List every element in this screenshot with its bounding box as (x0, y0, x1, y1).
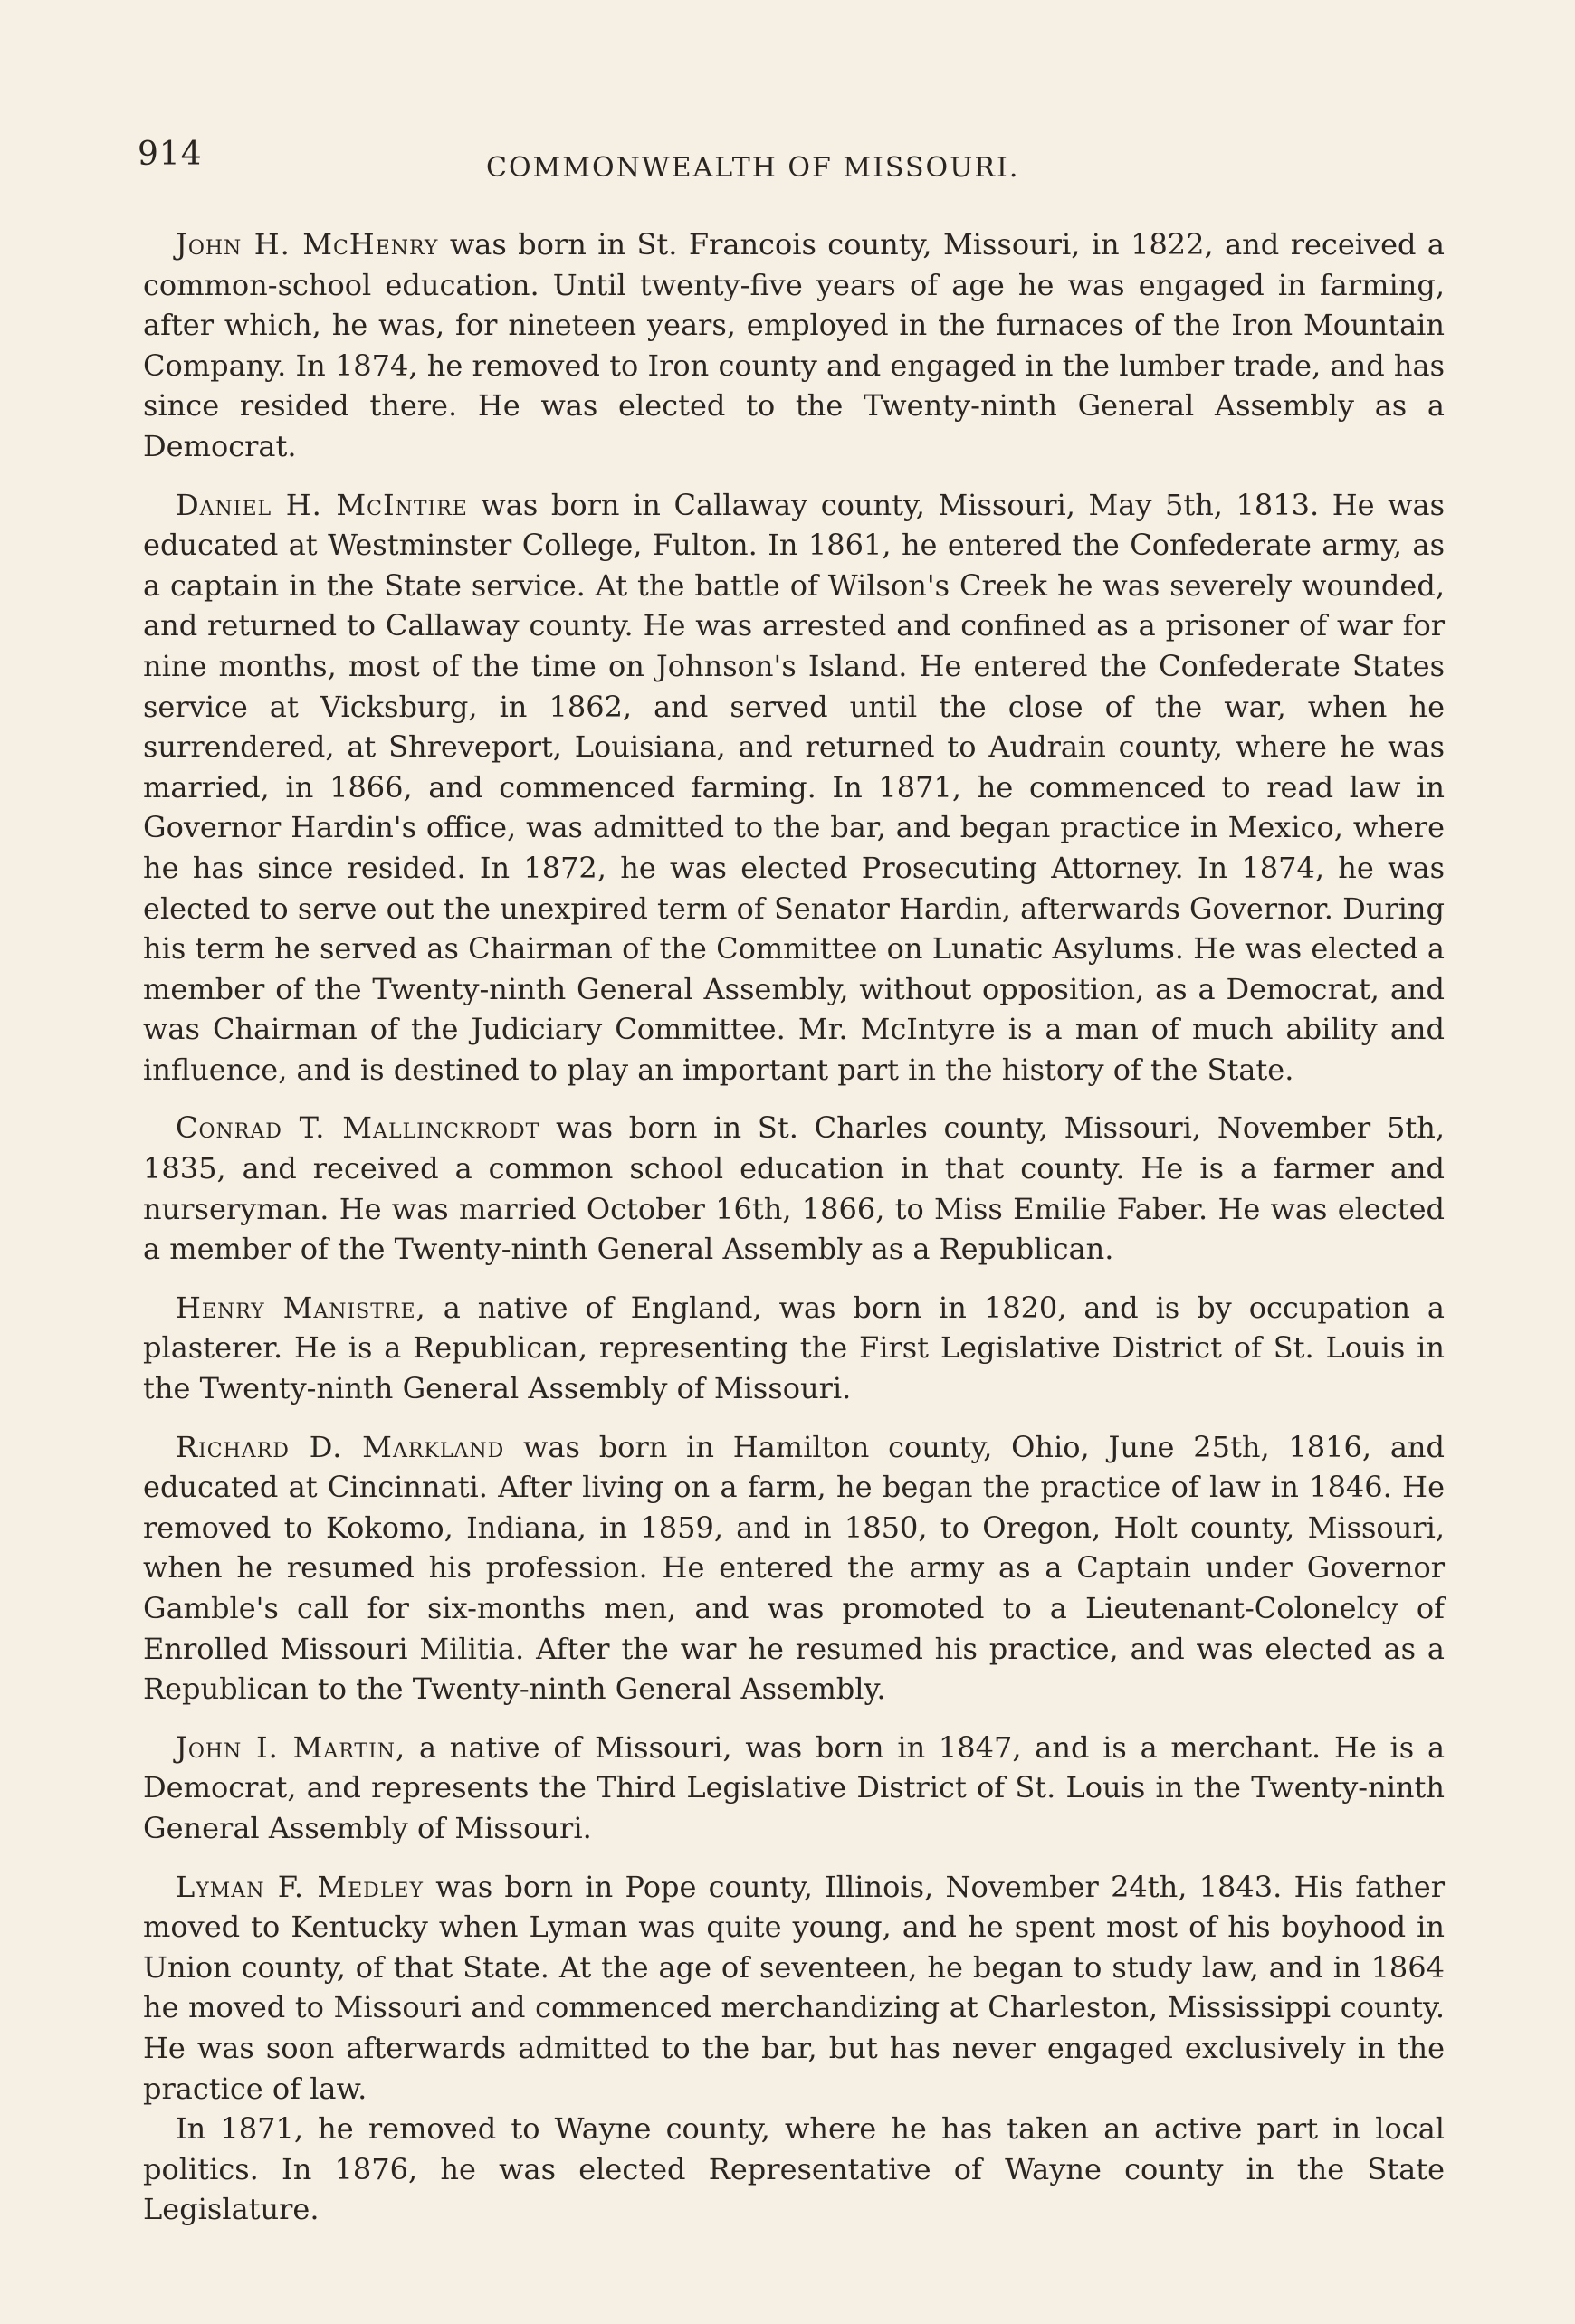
page-number: 914 (138, 136, 203, 173)
biography-text: a native of England, was born in 1820, and is by occupation a plasterer. He is a Republican, representing the First Legislative District of St. Louis in the Twenty-ninth General Assembly of Missouri. (143, 1290, 1446, 1406)
biography-name: Henry Manistre, (176, 1290, 426, 1325)
biography-name: John H. McHenry (176, 227, 439, 262)
biography-text: was born in St. Charles county, Missouri, November 5th, 1835, and received a common school education in that county. He is a farmer and nurseryman. He was married October 16th, 1866, to Miss Emilie Faber. He was elected a member of the Twenty-ninth General Assembly as a Republican. (143, 1110, 1446, 1267)
biography-paragraph (143, 1427, 1445, 1710)
biography-paragraph (143, 1867, 1445, 2110)
biography-paragraph (143, 1288, 1445, 1409)
biography-text: was born in Pope county, Illinois, November 24th, 1843. His father moved to Kentucky when Lyman was quite young, and he spent most of his boyhood in Union county, of that State. At the age of seventeen, he began to study law, and in 1864 he moved to Missouri and commenced merchandizing at Charleston, Mississippi county. He was soon afterwards admitted to the bar, but has never engaged exclusively in the practice of law. (143, 1869, 1446, 2106)
biography-text: was born in Callaway county, Missouri, May 5th, 1813. He was educated at Westminster College, Fulton. In 1861, he entered the Confederate army, as a captain in the State service. At the battle of Wilson's Creek he was severely wounded, and returned to Callaway county. He was arrested and confined as a prisoner of war for nine months, most of the time on Johnson's Island. He entered the Confederate States service at Vicksburg, in 1862, and served until the close of the war, when he surrendered, at Shreveport, Louisiana, and returned to Audrain county, where he was married, in 1866, and commenced farming. In 1871, he commenced to read law in Governor Hardin's office, was admitted to the bar, and began practice in Mexico, where he has since resided. In 1872, he was elected Prosecuting Attorney. In 1874, he was elected to serve out the unexpired term of Senator Hardin, afterwards Governor. During his term he served as Chairman of the Committee on Lunatic Asylums. He was elected a member of the Twenty-ninth General Assembly, without opposition, as a Democrat, and was Chairman of the Judiciary Committee. Mr. McIntyre is a man of much ability and influence, and is destined to play an important part in the history of the State. (143, 487, 1446, 1087)
continuation-paragraph: In 1871, he removed to Wayne county, where he has taken an active part in local politics. In 1876, he was elected Representative of Wayne county in the State Legislature. (143, 2111, 1445, 2227)
biography-text: a native of Missouri, was born in 1847, and is a merchant. He is a Democrat, and represents the Third Legislative District of St. Louis in the Twenty-ninth General Assembly of Missouri. (143, 1729, 1446, 1845)
biography-paragraph (143, 1108, 1445, 1269)
biography-name: Richard D. Markland (176, 1429, 505, 1464)
biography-text: was born in St. Francois county, Missouri, in 1822, and received a common-school education. Until twenty-five years of age he was engaged in farming, after which, he was, for nineteen years, employed in the furnaces of the Iron Mountain Company. In 1874, he removed to Iron county and engaged in the lumber trade, and has since resided there. He was elected to the Twenty-ninth General Assembly as a Democrat. (143, 227, 1446, 463)
biography-name: Conrad T. Mallinckrodt (176, 1110, 540, 1146)
running-title: COMMONWEALTH OF MISSOURI. (486, 152, 1020, 184)
biography-paragraph (143, 224, 1445, 467)
biography-paragraph (143, 485, 1445, 1091)
biography-name: Lyman F. Medley (176, 1869, 425, 1904)
page-header (138, 136, 1432, 190)
biography-name: Daniel H. McIntire (176, 487, 468, 522)
page-body (143, 224, 1445, 2230)
biography-name: John I. Martin, (176, 1729, 406, 1765)
biography-text: was born in Hamilton county, Ohio, June 25th, 1816, and educated at Cincinnati. After living on a farm, he began the practice of law in 1846. He removed to Kokomo, Indiana, in 1859, and in 1850, to Oregon, Holt county, Missouri, when he resumed his profession. He entered the army as a Captain under Governor Gamble's call for six-months men, and was promoted to a Lieutenant-Colonelcy of Enrolled Missouri Militia. After the war he resumed his practice, and was elected as a Republican to the Twenty-ninth General Assembly. (143, 1429, 1446, 1707)
biography-paragraph (143, 1728, 1445, 1849)
